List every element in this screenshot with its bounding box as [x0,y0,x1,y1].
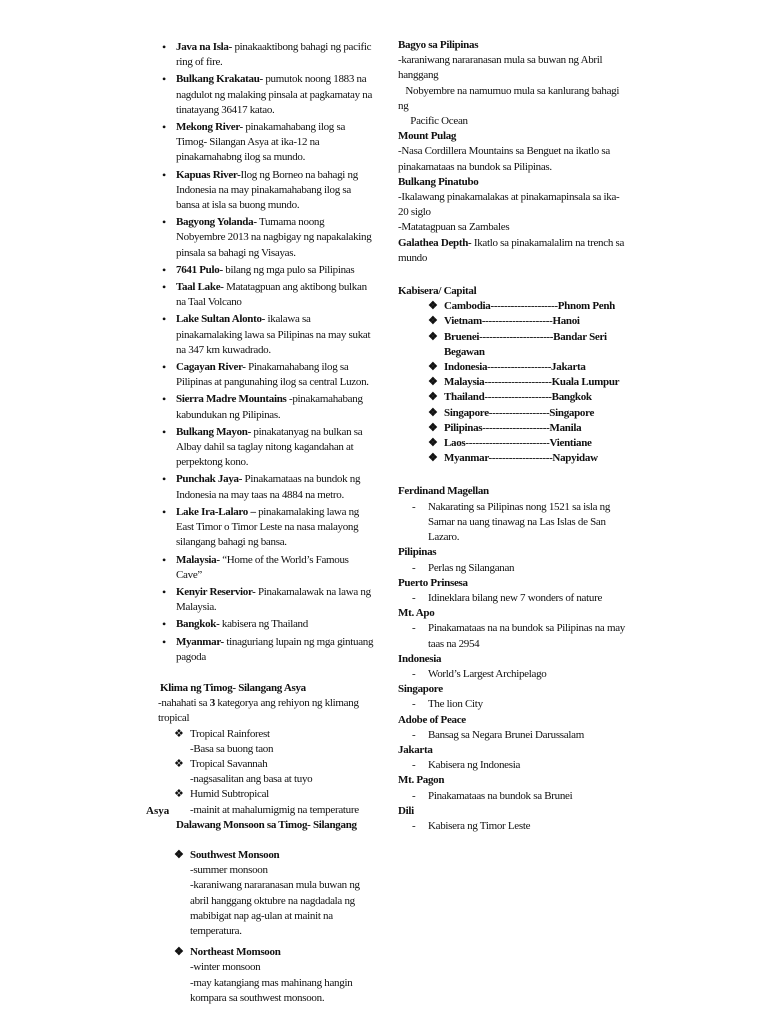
entry-title: Bagyo sa Pilipinas [398,39,479,51]
bullet-term: 7641 Pulo- [176,263,223,276]
klima-heading: Klima ng Timog- Silangang Asya [160,681,306,694]
dash-bullet: - [412,622,416,635]
capital-text: Myanmar-------------------Napyidaw [444,452,598,465]
fact-item [398,697,626,712]
fact-item [398,789,626,804]
list-item [160,263,375,278]
list-item [160,635,375,665]
dash-bullet: - [412,759,416,772]
fact-title: Puerto Prinsesa [398,576,468,589]
capital-item [398,299,626,314]
bullet-desc: pumutok noong 1883 na nagdulot ng malaking pinsala at pagkamatay na tinatayang 36417 katao. [176,73,373,116]
fact-title: Dili [398,804,414,817]
capital-text: Vietnam---------------------Hanoi [444,315,580,328]
diamond-bullet-icon: ❖ [428,452,438,465]
fact-title: Mt. Pagon [398,774,445,787]
capital-text: Pilipinas--------------------Manila [444,421,582,434]
hollow-diamond-bullet-icon: ❖ [174,757,184,770]
fact-item [398,758,626,773]
capital-item [398,375,626,390]
dash-bullet: - [412,789,416,802]
bullet-desc: pinakaaktibong bahagi ng pacific ring of fire. [176,41,372,69]
top-entries [398,38,626,236]
capital-text: Cambodia--------------------Phnom Penh [444,300,615,313]
bullet-term: Bulkang Mayon- [176,425,251,438]
list-item [160,40,375,70]
bullet-term: Sierra Madre Mountains [176,393,287,406]
fact-desc: The lion City [428,698,483,711]
dash-bullet: - [412,561,416,574]
monsoon-detail: -karaniwang nararanasan mula buwan ng abril hanggang oktubre na nagdadala ng mabibigat nap ag-ulan at mainit na temperatura. [190,879,360,937]
left-column [160,40,375,1012]
right-column [398,38,626,834]
bullet-desc: pinakamahabang ilog sa Timog- Silangan Asya at ika-12 na pinakamahabng ilog sa mundo. [176,121,346,164]
climate-list [160,727,375,818]
dash-bullet: - [412,819,416,832]
bullet-term: Java na Isla- [176,41,232,53]
fact-item [398,667,626,682]
monsoon-name: Southwest Monsoon [190,848,280,861]
list-item [160,280,375,310]
climate-name: Humid Subtropical [190,788,269,801]
fact-item [398,561,626,576]
bullet-desc: pinakatanyag na bulkan sa Albay dahil sa taglay nitong kagandahan at perpektong kono. [176,425,363,469]
bullet-desc: “Home of the World’s Famous Cave” [176,553,349,581]
list-item [160,505,375,551]
climate-name: Tropical Savannah [190,757,268,770]
bullet-desc: kabisera ng Thailand [219,618,308,631]
bullet-desc: -pinakamahabang kabundukan ng Pilipinas. [176,393,363,421]
list-item [160,168,375,214]
bullet-desc: Pinakamahabang ilog sa Pilipinas at pangunahing ilog sa central Luzon. [176,361,369,389]
dash-bullet: - [412,591,416,604]
diamond-bullet-icon: ❖ [428,300,438,313]
monsoon-detail: -may katangiang mas mahinang hangin kompara sa southwest monsoon. [190,976,353,1004]
diamond-bullet-icon: ❖ [428,421,438,434]
climate-item [160,787,375,802]
bullet-desc: tinaguriang lupain ng mga gintuang pagoda [176,635,374,663]
list-item [160,215,375,261]
entry-line: -Nasa Cordillera Mountains sa Benguet na ikatlo sa pinakamataas na bundok sa Pilipinas. [398,145,613,173]
fact-item [398,728,626,743]
bullet-term: Bangkok- [176,618,220,631]
climate-desc: -nagsasalitan ang basa at tuyo [190,773,313,786]
entry-title: Bulkang Pinatubo [398,175,479,188]
capital-item [398,451,626,466]
climate-desc: -mainit at mahalumigmig na temperature [190,803,359,816]
diamond-bullet-icon: ❖ [428,361,438,374]
bullet-term: Punchak Jaya- [176,473,243,486]
fact-desc: Kabisera ng Indonesia [428,759,521,772]
capital-item [398,421,626,436]
monsoon-heading-end: Asya [146,805,170,817]
fact-item [398,621,626,651]
bullet-term: Cagayan River- [176,361,246,374]
dash-bullet: - [412,500,416,513]
monsoon-name: Northeast Momsoon [190,946,281,959]
capital-item [398,436,626,451]
bullet-term: Kenyir Reservior- [176,585,256,598]
fact-desc: Bansag sa Negara Brunei Darussalam [428,728,584,741]
monsoon-detail: -winter monsoon [190,961,261,974]
bullet-term: Bagyong Yolanda- [176,216,257,229]
fact-title: Jakarta [398,743,433,756]
bullet-term: Taal Lake- [176,281,224,294]
capital-text: Thailand--------------------Bangkok [444,391,592,404]
diamond-bullet-icon: ❖ [428,391,438,404]
climate-desc: -Basa sa buong taon [190,742,274,755]
fact-desc: World’s Largest Archipelago [428,667,547,680]
climate-item [160,757,375,772]
list-item [160,425,375,471]
bullet-term: Kapuas River- [176,168,241,181]
fact-item [398,500,626,546]
klima-intro: -nahahati sa 3 kategorya ang rehiyon ng klimang tropical [158,697,359,725]
bullet-desc: ikalawa sa pinakamalaking lawa sa Pilipinas na may sukat na 347 km kuwadrado. [176,313,371,356]
list-item [160,553,375,583]
monsoon-list [160,848,375,1012]
entry-line: -Matatagpuan sa Zambales [398,221,510,234]
capital-item [398,314,626,329]
bullet-term: Lake Sultan Alonto- [176,313,266,326]
fact-desc: Kabisera ng Timor Leste [428,819,531,832]
bullet-desc: pinakamalaking lawa ng East Timor o Timor Leste na nasa malayong silangang bahagi ng bansa. [176,505,360,549]
monsoon-item [160,848,375,863]
diamond-bullet-icon: ❖ [428,376,438,389]
list-item [160,72,375,118]
bullet-term: Myanmar- [176,635,224,648]
capital-item [398,330,626,360]
entry-line: Pacific Ocean [398,115,468,128]
list-item [160,472,375,502]
capital-text: Bruenei----------------------Bandar Seri Begawan [444,330,607,358]
bullet-term: Lake Ira-Lalaro – [176,505,256,518]
fact-desc: Nakarating sa Pilipinas nong 1521 sa isla ng Samar na uang tinawag na Las Islas de San Lazaro. [428,500,611,544]
fact-item [398,591,626,606]
climate-item [160,727,375,742]
diamond-bullet-icon: ❖ [428,330,438,343]
spacer [160,1006,375,1012]
dash-bullet: - [412,728,416,741]
capital-item [398,406,626,421]
bullet-desc: bilang ng mga pulo sa Pilipinas [222,263,355,276]
bullet-term: Malaysia- [176,553,220,566]
entry-line: -karaniwang nararanasan mula sa buwan ng Abril hanggang [398,54,605,82]
capital-heading: Kabisera/ Capital [398,285,477,298]
capital-text: Singapore------------------Singapore [444,406,595,419]
bullet-desc: Pinakamataas na bundok ng Indonesia na may taas na 4884 na metro. [176,473,361,501]
bullet-desc: Tumama noong Nobyembre 2013 na nagbigay ng napakalaking pinsala sa bahagi ng Visayas. [176,216,372,259]
fact-title: Indonesia [398,652,442,665]
bullet-desc: Pinakamalawak na lawa ng Malaysia. [176,585,371,614]
entry-title: Mount Pulag [398,130,457,143]
entry-line: -Ikalawang pinakamalakas at pinakamapinsala sa ika-20 siglo [398,191,620,219]
entry-line: Nobyembre na namumuo mula sa kanlurang bahagi ng [398,84,622,112]
bullet-term: Mekong River- [176,121,243,134]
capital-text: Laos-------------------------Vientiane [444,437,592,450]
fact-desc: Idineklara bilang new 7 wonders of nature [428,591,603,604]
fact-desc: Pinakamataas na na bundok sa Pilipinas na may taas na 2954 [428,622,625,650]
fact-title: Singapore [398,683,443,696]
fact-desc: Perlas ng Silanganan [428,561,515,574]
list-item [160,617,375,632]
dash-bullet: - [412,667,416,680]
diamond-bullet-icon: ❖ [428,315,438,328]
monsoon-heading: Dalawang Monsoon sa Timog- Silangang [176,818,357,831]
capital-item [398,390,626,405]
bullet-desc: Ilog ng Borneo na bahagi ng Indonesia na may pinakamahabang ilog sa bansa at isla sa buong mundo. [176,168,358,212]
monsoon-detail: -summer monsoon [190,864,268,877]
hollow-diamond-bullet-icon: ❖ [174,727,184,740]
fact-title: Ferdinand Magellan [398,485,489,498]
fact-item [398,819,626,834]
geography-bullet-list [160,40,375,665]
climate-name: Tropical Rainforest [190,727,270,740]
monsoon-item [160,945,375,960]
diamond-bullet-icon: ❖ [174,848,184,861]
dash-bullet: - [412,698,416,711]
hollow-diamond-bullet-icon: ❖ [174,788,184,801]
list-item [160,360,375,390]
capital-text: Malaysia--------------------Kuala Lumpur [444,376,620,389]
list-item [160,312,375,358]
capital-text: Indonesia-------------------Jakarta [444,361,586,374]
fact-title: Adobe of Peace [398,713,466,726]
fact-title: Mt. Apo [398,607,435,620]
diamond-bullet-icon: ❖ [174,946,184,959]
galathea-entry: Galathea Depth- Ikatlo sa pinakamalalim na trench sa mundo [398,236,625,264]
fact-title: Pilipinas [398,546,437,559]
fact-list [398,484,626,834]
list-item [160,120,375,166]
diamond-bullet-icon: ❖ [428,406,438,419]
bullet-term: Bulkang Krakatau- [176,73,263,86]
list-item [160,585,375,615]
list-item [160,392,375,422]
fact-desc: Pinakamataas na bundok sa Brunei [428,789,573,802]
diamond-bullet-icon: ❖ [428,437,438,450]
capital-list [398,299,626,466]
capital-item [398,360,626,375]
bullet-desc: Matatagpuan ang aktibong bulkan na Taal Volcano [176,281,367,309]
